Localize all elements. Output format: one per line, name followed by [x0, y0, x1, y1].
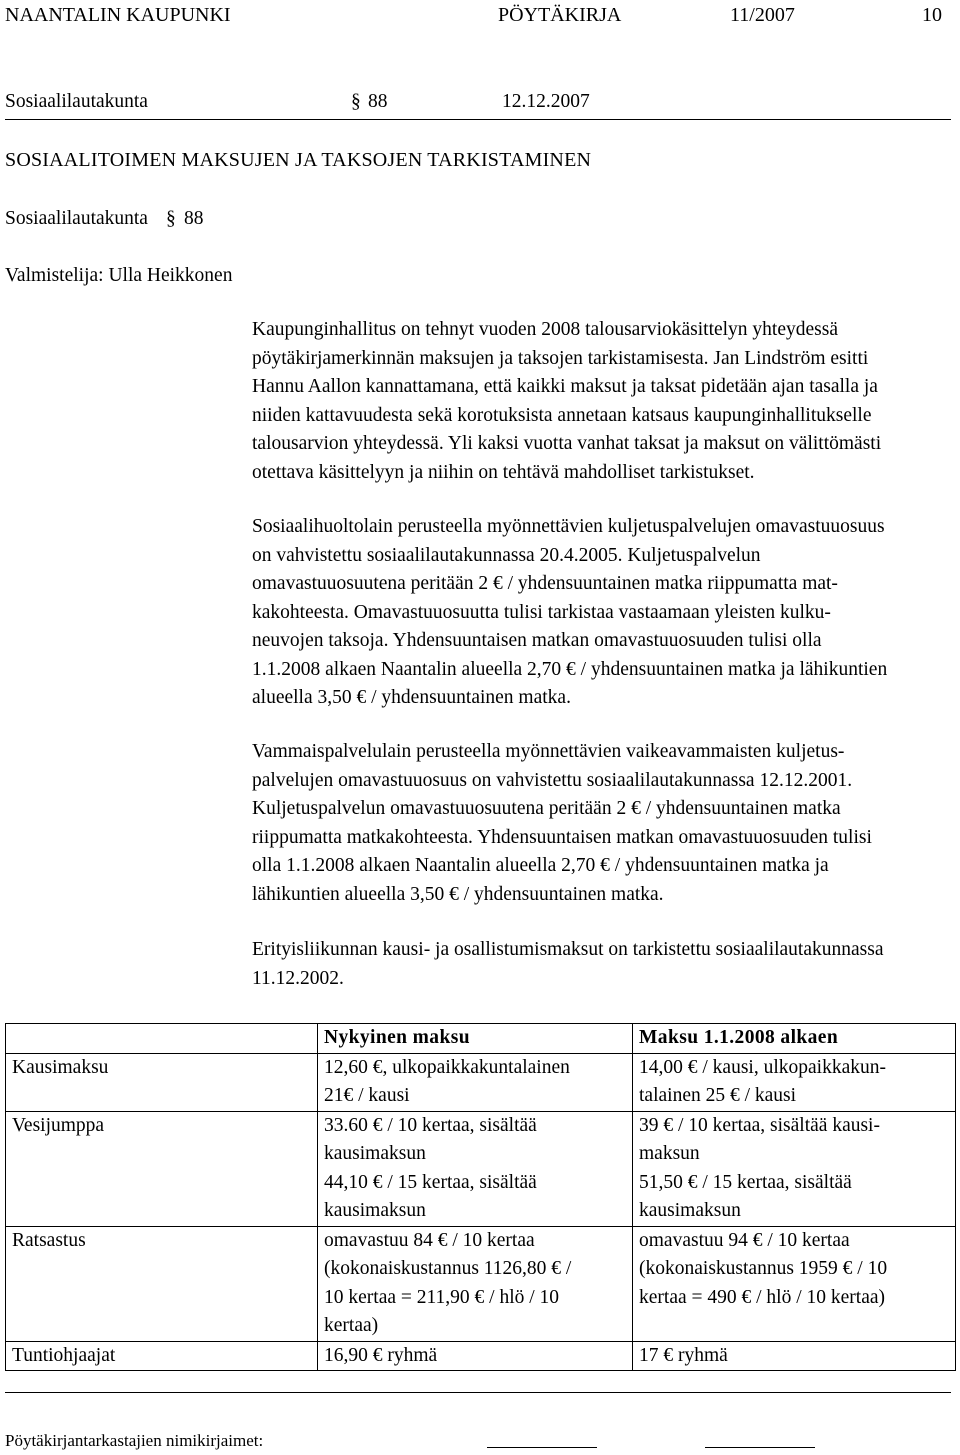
- row-label: Tuntiohjaajat: [6, 1341, 318, 1371]
- paragraph-line: alueella 3,50 € / yhdensuuntainen matka.: [252, 687, 571, 708]
- paragraph-line: on vahvistettu sosiaalilautakunnassa 20.4.2005. Kuljetuspalvelun: [252, 544, 761, 566]
- cell-line: 16,90 € ryhmä: [324, 1344, 438, 1366]
- row-label: Kausimaksu: [6, 1053, 318, 1111]
- current-fee-cell: [318, 1111, 633, 1226]
- header-rule: [5, 119, 951, 120]
- fee-table: [5, 1023, 956, 1371]
- paragraph-line: pöytäkirjamerkinnän maksujen ja taksojen tarkistamisesta. Jan Lindström esitti: [252, 347, 869, 369]
- paragraph-line: niiden kattavuudesta sekä korotuksista annetaan katsaus kaupunginhallitukselle: [252, 404, 872, 426]
- cell-line: 10 kertaa = 211,90 € / hlö / 10: [324, 1286, 560, 1308]
- cell-line: 44,10 € / 15 kertaa, sisältää: [324, 1171, 537, 1193]
- current-fee-cell: [318, 1226, 633, 1341]
- table-row: [6, 1341, 956, 1371]
- cell-line: kertaa): [324, 1315, 379, 1336]
- paragraph-line: omavastuuosuutena peritään 2 € / yhdensuuntainen matka riippumatta mat-: [252, 573, 838, 594]
- reference-section-number: 88: [184, 208, 204, 229]
- paragraph-line: 11.12.2002.: [252, 967, 344, 989]
- preparer: Valmistelija: Ulla Heikkonen: [5, 265, 233, 286]
- new-fee-cell: [633, 1053, 956, 1111]
- header-section-number: 88: [368, 91, 388, 112]
- paragraph-line: Vammaispalvelulain perusteella myönnettävien vaikeavammaisten kuljetus-: [252, 741, 845, 762]
- header-section-symbol: §: [351, 91, 361, 112]
- paragraph-2: [252, 513, 954, 713]
- cell-line: 21€ / kausi: [324, 1085, 410, 1106]
- cell-line: 51,50 € / 15 kertaa, sisältää: [639, 1171, 852, 1193]
- cell-line: kertaa = 490 € / hlö / 10 kertaa): [639, 1286, 885, 1308]
- org-name: NAANTALIN KAUPUNKI: [5, 4, 231, 26]
- cell-line: (kokonaiskustannus 1959 € / 10: [639, 1258, 888, 1279]
- cell-line: 12,60 €, ulkopaikkakuntalainen: [324, 1056, 570, 1078]
- cell-line: omavastuu 94 € / 10 kertaa: [639, 1229, 850, 1251]
- paragraph-line: Kuljetuspalvelun omavastuuosuutena peritään 2 € / yhdensuuntainen matka: [252, 798, 841, 819]
- paragraph-line: 1.1.2008 alkaen Naantalin alueella 2,70 € / yhdensuuntainen matka ja lähikuntien: [252, 658, 888, 680]
- header-cell-empty: [6, 1024, 318, 1054]
- doc-type: PÖYTÄKIRJA: [498, 4, 622, 26]
- cell-line: maksun: [639, 1143, 700, 1164]
- table-row: [6, 1111, 956, 1226]
- table-header-row: [6, 1024, 956, 1054]
- header-body-name: Sosiaalilautakunta: [5, 91, 148, 112]
- cell-line: kausimaksun: [324, 1143, 426, 1164]
- reference-body: Sosiaalilautakunta: [5, 208, 148, 229]
- current-fee-cell: [318, 1341, 633, 1371]
- reference-section-symbol: §: [166, 208, 176, 229]
- paragraph-4: [252, 936, 954, 993]
- cell-line: kausimaksun: [639, 1200, 741, 1221]
- page-title: SOSIAALITOIMEN MAKSUJEN JA TAKSOJEN TARKISTAMINEN: [5, 149, 592, 171]
- new-fee-cell: [633, 1341, 956, 1371]
- paragraph-line: lähikuntien alueella 3,50 € / yhdensuuntainen matka.: [252, 883, 664, 905]
- paragraph-line: riippumatta matkakohteesta. Yhdensuuntaisen matkan omavastuuosuuden tulisi: [252, 826, 872, 848]
- paragraph-1: [252, 316, 954, 487]
- header-date: 12.12.2007: [502, 91, 590, 112]
- cell-line: kausimaksun: [324, 1200, 426, 1221]
- cell-line: (kokonaiskustannus 1126,80 € /: [324, 1258, 572, 1279]
- paragraph-3: [252, 738, 954, 909]
- table-row: [6, 1226, 956, 1341]
- paragraph-line: kakohteesta. Omavastuuosuutta tulisi tarkistaa vastaamaan yleisten kulku-: [252, 601, 831, 623]
- cell-line: 39 € / 10 kertaa, sisältää kausi-: [639, 1114, 880, 1136]
- paragraph-line: palvelujen omavastuuosuus on vahvistettu sosiaalilautakunnassa 12.12.2001.: [252, 769, 853, 791]
- doc-number: 11/2007: [730, 4, 795, 26]
- paragraph-line: Sosiaalihuoltolain perusteella myönnettävien kuljetuspalvelujen omavastuuosuus: [252, 516, 885, 537]
- row-label: Ratsastus: [6, 1226, 318, 1341]
- new-fee-cell: [633, 1111, 956, 1226]
- paragraph-line: neuvojen taksoja. Yhdensuuntaisen matkan omavastuuosuuden tulisi olla: [252, 630, 822, 651]
- signature-line-2: [705, 1447, 815, 1448]
- page-number: 10: [922, 4, 942, 26]
- cell-line: 14,00 € / kausi, ulkopaikkakun-: [639, 1056, 886, 1078]
- paragraph-line: talousarvion yhteydessä. Yli kaksi vuotta vanhat taksat ja maksut on välittömästi: [252, 433, 882, 454]
- paragraph-line: otettava käsittelyyn ja niihin on tehtävä mahdolliset tarkistukset.: [252, 461, 755, 483]
- paragraph-line: Erityisliikunnan kausi- ja osallistumismaksut on tarkistettu sosiaalilautakunnassa: [252, 939, 884, 960]
- row-label: Vesijumppa: [6, 1111, 318, 1226]
- signature-line-1: [487, 1447, 597, 1448]
- header-new-fee: Maksu 1.1.2008 alkaen: [633, 1024, 956, 1054]
- current-fee-cell: [318, 1053, 633, 1111]
- paragraph-line: Hannu Aallon kannattamana, että kaikki maksut ja taksat pidetään ajan tasalla ja: [252, 376, 878, 397]
- cell-line: 33.60 € / 10 kertaa, sisältää: [324, 1114, 537, 1136]
- cell-line: talainen 25 € / kausi: [639, 1085, 797, 1106]
- paragraph-line: olla 1.1.2008 alkaen Naantalin alueella 2,70 € / yhdensuuntainen matka ja: [252, 855, 829, 876]
- paragraph-line: Kaupunginhallitus on tehnyt vuoden 2008 talousarviokäsittelyn yhteydessä: [252, 319, 838, 340]
- table-row: [6, 1053, 956, 1111]
- footer-rule: [5, 1392, 951, 1393]
- cell-line: 17 € ryhmä: [639, 1344, 728, 1366]
- cell-line: omavastuu 84 € / 10 kertaa: [324, 1229, 535, 1251]
- signature-label: Pöytäkirjantarkastajien nimikirjaimet:: [5, 1431, 264, 1450]
- new-fee-cell: [633, 1226, 956, 1341]
- header-current-fee: Nykyinen maksu: [318, 1024, 633, 1054]
